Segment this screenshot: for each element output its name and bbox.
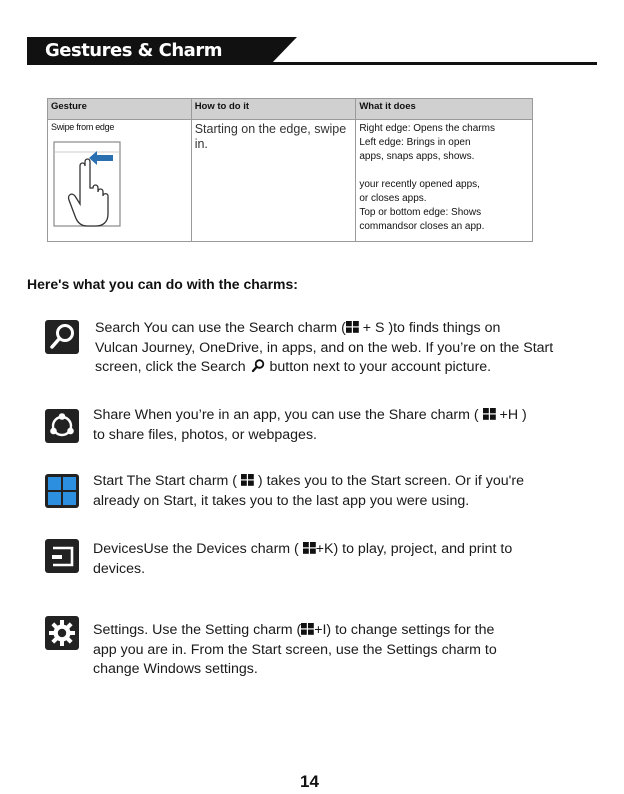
charm-search-text — [95, 319, 553, 378]
gesture-name: Swipe from edge — [51, 122, 115, 132]
column-header-how: How to do it — [191, 99, 356, 120]
charm-start-text — [93, 472, 524, 511]
windows-key-icon — [301, 623, 314, 635]
what-line: Left edge: Brings in open — [359, 137, 471, 148]
windows-key-icon — [346, 321, 359, 333]
gesture-cell — [48, 120, 192, 242]
charm-text-line: app you are in. From the Start screen, use the Settings charm to — [93, 641, 497, 658]
share-icon — [45, 409, 79, 443]
charm-text-line: Start The Start charm ( ) takes you to the Start screen. Or if you're — [93, 473, 524, 489]
charm-text-line: to share files, photos, or webpages. — [93, 426, 317, 443]
what-line: or closes apps. — [359, 193, 427, 204]
charm-settings-text — [93, 621, 497, 680]
search-button-icon — [250, 358, 266, 373]
what-line: commandsor closes an app. — [359, 221, 485, 232]
page-title: Gestures & Charm — [45, 40, 222, 61]
start-icon — [45, 474, 79, 508]
what-line: apps, snaps apps, shows. — [359, 151, 475, 162]
gesture-table — [47, 98, 533, 242]
what-line: your recently opened apps, — [359, 179, 480, 190]
how-cell: Starting on the edge, swipe in. — [191, 120, 356, 242]
what-line: Right edge: Opens the charms — [359, 123, 495, 134]
devices-icon — [45, 539, 79, 573]
column-header-what: What it does — [356, 99, 533, 120]
charm-text-line: DevicesUse the Devices charm ( +K) to play, project, and print to — [93, 541, 513, 557]
section-banner — [27, 37, 597, 65]
charm-text-line: Search You can use the Search charm ( + S )to finds things on — [95, 320, 501, 336]
what-cell — [356, 120, 533, 242]
windows-key-icon — [241, 474, 254, 486]
charm-text-line: devices. — [93, 560, 146, 577]
charm-devices-text — [93, 540, 512, 579]
what-line: Top or bottom edge: Shows — [359, 207, 482, 218]
page-number: 14 — [300, 772, 319, 791]
charms-heading: Here's what you can do with the charms: — [27, 276, 298, 292]
settings-icon — [45, 616, 79, 650]
charm-text-line: screen, click the Search button next to your account picture. — [95, 359, 492, 375]
swipe-gesture-illustration — [53, 138, 123, 230]
charm-text-line: Vulcan Journey, OneDrive, in apps, and on the web. If you’re on the Start — [95, 339, 554, 356]
windows-key-icon — [303, 542, 316, 554]
search-icon — [45, 320, 79, 354]
column-header-gesture: Gesture — [48, 99, 192, 120]
charm-text-line: already on Start, it takes you to the last app you were using. — [93, 492, 470, 509]
charm-text-line: Settings. Use the Setting charm ( +I) to change settings for the — [93, 622, 495, 638]
table-header-row — [48, 99, 533, 120]
windows-key-icon — [483, 408, 496, 420]
charm-text-line: change Windows settings. — [93, 661, 258, 677]
charm-text-line: Share When you’re in an app, you can use the Share charm ( +H ) — [93, 407, 527, 423]
table-row — [48, 120, 533, 242]
charm-share-text — [93, 406, 527, 445]
